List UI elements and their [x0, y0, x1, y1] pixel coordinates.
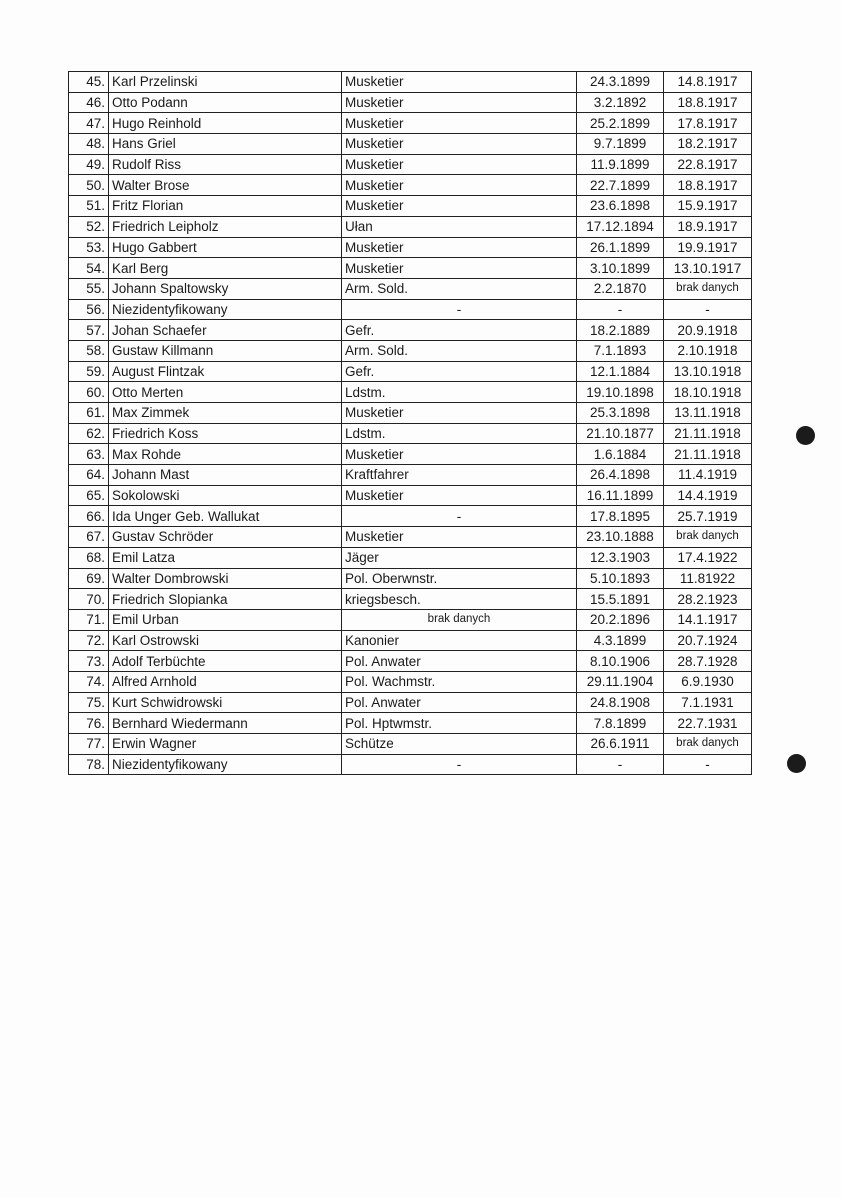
person-name: Otto Merten — [109, 382, 342, 403]
rank: Pol. Anwater — [342, 692, 577, 713]
table-row — [69, 589, 752, 610]
death-date: 18.9.1917 — [664, 216, 752, 237]
rank: Gefr. — [342, 361, 577, 382]
row-number: 68. — [69, 547, 109, 568]
table-row — [69, 72, 752, 93]
birth-date: 23.6.1898 — [577, 196, 664, 217]
row-number: 57. — [69, 320, 109, 341]
row-number: 77. — [69, 734, 109, 755]
person-name: Friedrich Koss — [109, 423, 342, 444]
rank: - — [342, 506, 577, 527]
death-date: 11.81922 — [664, 568, 752, 589]
birth-date: 26.6.1911 — [577, 734, 664, 755]
table-row — [69, 361, 752, 382]
person-name: Fritz Florian — [109, 196, 342, 217]
rank: brak danych — [342, 609, 577, 630]
row-number: 64. — [69, 465, 109, 486]
death-date: 13.11.1918 — [664, 403, 752, 424]
person-name: Hans Griel — [109, 134, 342, 155]
rank: Ldstm. — [342, 423, 577, 444]
table-row — [69, 547, 752, 568]
table-row — [69, 713, 752, 734]
rank: Musketier — [342, 175, 577, 196]
rank: Pol. Anwater — [342, 651, 577, 672]
rank: Musketier — [342, 237, 577, 258]
death-date: 2.10.1918 — [664, 340, 752, 361]
burial-records-table — [68, 71, 752, 775]
death-date: 17.4.1922 — [664, 547, 752, 568]
rank: kriegsbesch. — [342, 589, 577, 610]
birth-date: 21.10.1877 — [577, 423, 664, 444]
death-date: - — [664, 754, 752, 775]
rank: Schütze — [342, 734, 577, 755]
row-number: 47. — [69, 113, 109, 134]
person-name: Friedrich Leipholz — [109, 216, 342, 237]
row-number: 56. — [69, 299, 109, 320]
birth-date: 17.8.1895 — [577, 506, 664, 527]
row-number: 75. — [69, 692, 109, 713]
birth-date: 2.2.1870 — [577, 278, 664, 299]
person-name: Johan Schaefer — [109, 320, 342, 341]
rank: Musketier — [342, 196, 577, 217]
rank: Gefr. — [342, 320, 577, 341]
table-row — [69, 403, 752, 424]
rank: Musketier — [342, 485, 577, 506]
death-date: 14.4.1919 — [664, 485, 752, 506]
rank: Musketier — [342, 403, 577, 424]
table-row — [69, 444, 752, 465]
person-name: Hugo Reinhold — [109, 113, 342, 134]
death-date: 18.8.1917 — [664, 175, 752, 196]
death-date: 25.7.1919 — [664, 506, 752, 527]
death-date: 18.2.1917 — [664, 134, 752, 155]
row-number: 65. — [69, 485, 109, 506]
table-row — [69, 609, 752, 630]
table-row — [69, 134, 752, 155]
person-name: Max Rohde — [109, 444, 342, 465]
death-date: 14.8.1917 — [664, 72, 752, 93]
person-name: Kurt Schwidrowski — [109, 692, 342, 713]
death-date: 17.8.1917 — [664, 113, 752, 134]
table-row — [69, 568, 752, 589]
row-number: 48. — [69, 134, 109, 155]
person-name: Karl Przelinski — [109, 72, 342, 93]
table-row — [69, 154, 752, 175]
death-date: - — [664, 299, 752, 320]
table-row — [69, 651, 752, 672]
birth-date: 18.2.1889 — [577, 320, 664, 341]
death-date: brak danych — [664, 527, 752, 548]
rank: Musketier — [342, 444, 577, 465]
row-number: 71. — [69, 609, 109, 630]
table-row — [69, 506, 752, 527]
birth-date: 3.2.1892 — [577, 92, 664, 113]
rank: Pol. Hptwmstr. — [342, 713, 577, 734]
rank: Kanonier — [342, 630, 577, 651]
row-number: 58. — [69, 340, 109, 361]
table-row — [69, 237, 752, 258]
death-date: 28.2.1923 — [664, 589, 752, 610]
rank: Arm. Sold. — [342, 340, 577, 361]
death-date: 13.10.1917 — [664, 258, 752, 279]
person-name: Johann Spaltowsky — [109, 278, 342, 299]
birth-date: 8.10.1906 — [577, 651, 664, 672]
person-name: Gustav Schröder — [109, 527, 342, 548]
birth-date: 1.6.1884 — [577, 444, 664, 465]
person-name: Walter Brose — [109, 175, 342, 196]
table-row — [69, 527, 752, 548]
birth-date: 25.2.1899 — [577, 113, 664, 134]
rank: - — [342, 299, 577, 320]
row-number: 78. — [69, 754, 109, 775]
birth-date: 7.1.1893 — [577, 340, 664, 361]
table-row — [69, 175, 752, 196]
person-name: Niezidentyfikowany — [109, 299, 342, 320]
table-row — [69, 92, 752, 113]
person-name: Gustaw Killmann — [109, 340, 342, 361]
row-number: 55. — [69, 278, 109, 299]
table-row — [69, 630, 752, 651]
table-row — [69, 423, 752, 444]
row-number: 45. — [69, 72, 109, 93]
row-number: 46. — [69, 92, 109, 113]
death-date: 20.9.1918 — [664, 320, 752, 341]
birth-date: 25.3.1898 — [577, 403, 664, 424]
table-row — [69, 113, 752, 134]
rank: - — [342, 754, 577, 775]
row-number: 59. — [69, 361, 109, 382]
rank: Musketier — [342, 72, 577, 93]
birth-date: 16.11.1899 — [577, 485, 664, 506]
death-date: brak danych — [664, 278, 752, 299]
death-date: 20.7.1924 — [664, 630, 752, 651]
person-name: Emil Latza — [109, 547, 342, 568]
rank: Musketier — [342, 527, 577, 548]
birth-date: 20.2.1896 — [577, 609, 664, 630]
row-number: 61. — [69, 403, 109, 424]
rank: Pol. Wachmstr. — [342, 671, 577, 692]
rank: Ułan — [342, 216, 577, 237]
person-name: Emil Urban — [109, 609, 342, 630]
death-date: 18.10.1918 — [664, 382, 752, 403]
birth-date: 15.5.1891 — [577, 589, 664, 610]
table-row — [69, 216, 752, 237]
person-name: August Flintzak — [109, 361, 342, 382]
person-name: Otto Podann — [109, 92, 342, 113]
birth-date: 26.4.1898 — [577, 465, 664, 486]
rank: Musketier — [342, 154, 577, 175]
person-name: Johann Mast — [109, 465, 342, 486]
row-number: 50. — [69, 175, 109, 196]
death-date: 7.1.1931 — [664, 692, 752, 713]
table-row — [69, 734, 752, 755]
table-row — [69, 692, 752, 713]
table-row — [69, 465, 752, 486]
row-number: 54. — [69, 258, 109, 279]
table-body — [69, 72, 752, 775]
row-number: 72. — [69, 630, 109, 651]
table-row — [69, 258, 752, 279]
person-name: Ida Unger Geb. Wallukat — [109, 506, 342, 527]
rank: Kraftfahrer — [342, 465, 577, 486]
death-date: 15.9.1917 — [664, 196, 752, 217]
person-name: Niezidentyfikowany — [109, 754, 342, 775]
table-row — [69, 485, 752, 506]
birth-date: 3.10.1899 — [577, 258, 664, 279]
death-date: 18.8.1917 — [664, 92, 752, 113]
death-date: 6.9.1930 — [664, 671, 752, 692]
rank: Arm. Sold. — [342, 278, 577, 299]
birth-date: 29.11.1904 — [577, 671, 664, 692]
table-row — [69, 340, 752, 361]
table-row — [69, 299, 752, 320]
birth-date: 4.3.1899 — [577, 630, 664, 651]
birth-date: 9.7.1899 — [577, 134, 664, 155]
row-number: 73. — [69, 651, 109, 672]
row-number: 53. — [69, 237, 109, 258]
person-name: Erwin Wagner — [109, 734, 342, 755]
death-date: 19.9.1917 — [664, 237, 752, 258]
row-number: 62. — [69, 423, 109, 444]
birth-date: 5.10.1893 — [577, 568, 664, 589]
birth-date: - — [577, 754, 664, 775]
death-date: 22.7.1931 — [664, 713, 752, 734]
birth-date: 23.10.1888 — [577, 527, 664, 548]
row-number: 70. — [69, 589, 109, 610]
row-number: 76. — [69, 713, 109, 734]
birth-date: 17.12.1894 — [577, 216, 664, 237]
birth-date: 11.9.1899 — [577, 154, 664, 175]
death-date: 28.7.1928 — [664, 651, 752, 672]
person-name: Karl Ostrowski — [109, 630, 342, 651]
person-name: Hugo Gabbert — [109, 237, 342, 258]
row-number: 52. — [69, 216, 109, 237]
rank: Ldstm. — [342, 382, 577, 403]
birth-date: 22.7.1899 — [577, 175, 664, 196]
row-number: 49. — [69, 154, 109, 175]
row-number: 66. — [69, 506, 109, 527]
death-date: 14.1.1917 — [664, 609, 752, 630]
table-row — [69, 320, 752, 341]
table-row — [69, 382, 752, 403]
row-number: 69. — [69, 568, 109, 589]
birth-date: 26.1.1899 — [577, 237, 664, 258]
birth-date: 7.8.1899 — [577, 713, 664, 734]
person-name: Rudolf Riss — [109, 154, 342, 175]
person-name: Friedrich Slopianka — [109, 589, 342, 610]
table-row — [69, 671, 752, 692]
person-name: Alfred Arnhold — [109, 671, 342, 692]
death-date: 13.10.1918 — [664, 361, 752, 382]
birth-date: 24.3.1899 — [577, 72, 664, 93]
rank: Musketier — [342, 258, 577, 279]
table-row — [69, 196, 752, 217]
punch-hole — [796, 426, 815, 445]
rank: Musketier — [342, 113, 577, 134]
rank: Pol. Oberwnstr. — [342, 568, 577, 589]
row-number: 67. — [69, 527, 109, 548]
table-row — [69, 754, 752, 775]
person-name: Walter Dombrowski — [109, 568, 342, 589]
birth-date: - — [577, 299, 664, 320]
rank: Jäger — [342, 547, 577, 568]
person-name: Bernhard Wiedermann — [109, 713, 342, 734]
table-row — [69, 278, 752, 299]
birth-date: 12.3.1903 — [577, 547, 664, 568]
rank: Musketier — [342, 134, 577, 155]
row-number: 74. — [69, 671, 109, 692]
death-date: 22.8.1917 — [664, 154, 752, 175]
row-number: 60. — [69, 382, 109, 403]
death-date: 21.11.1918 — [664, 444, 752, 465]
row-number: 51. — [69, 196, 109, 217]
death-date: 21.11.1918 — [664, 423, 752, 444]
person-name: Karl Berg — [109, 258, 342, 279]
person-name: Max Zimmek — [109, 403, 342, 424]
rank: Musketier — [342, 92, 577, 113]
death-date: 11.4.1919 — [664, 465, 752, 486]
person-name: Adolf Terbüchte — [109, 651, 342, 672]
birth-date: 19.10.1898 — [577, 382, 664, 403]
birth-date: 24.8.1908 — [577, 692, 664, 713]
death-date: brak danych — [664, 734, 752, 755]
row-number: 63. — [69, 444, 109, 465]
person-name: Sokolowski — [109, 485, 342, 506]
birth-date: 12.1.1884 — [577, 361, 664, 382]
punch-hole — [787, 754, 806, 773]
